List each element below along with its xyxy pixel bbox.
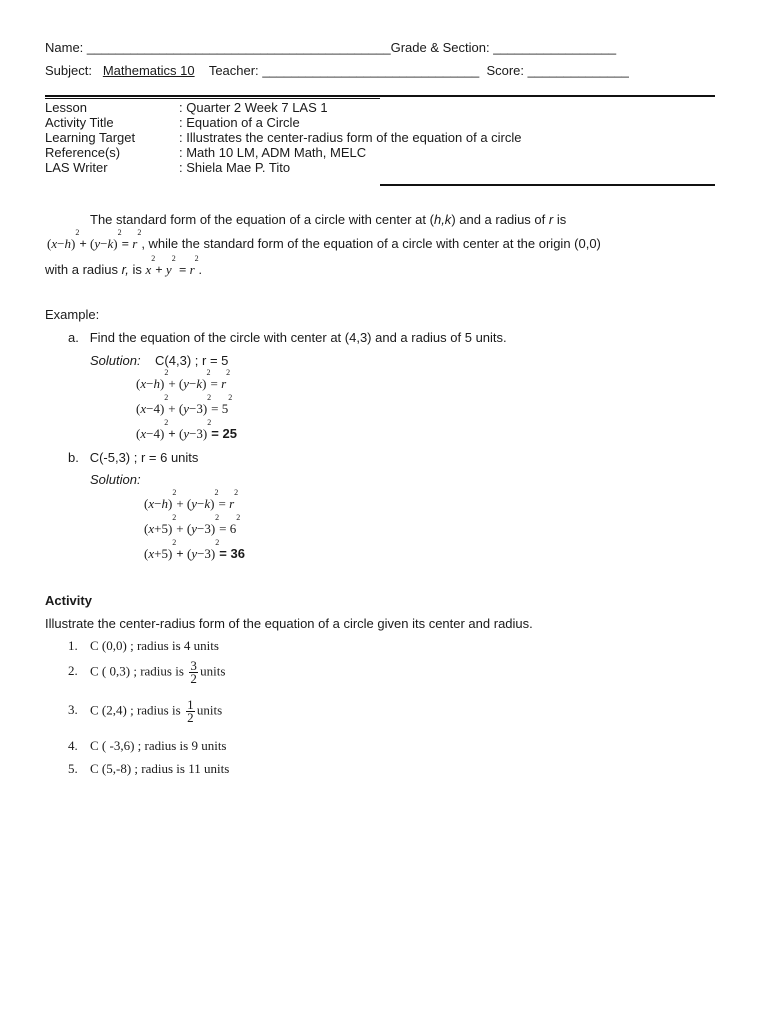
activity-item bbox=[68, 660, 225, 685]
name-blank: __________________________________________ bbox=[86, 40, 391, 55]
fraction-denominator: 2 bbox=[187, 710, 194, 725]
example-a-text: Find the equation of the circle with center at (4,3) and a radius of 5 units. bbox=[89, 330, 507, 345]
activity-item bbox=[68, 699, 222, 724]
info-label: Activity Title bbox=[45, 115, 114, 130]
item-text-after: units bbox=[196, 702, 223, 718]
info-label: Lesson bbox=[45, 100, 87, 115]
activity-heading: Activity bbox=[45, 593, 92, 608]
intro-text: ) and a radius of bbox=[451, 212, 549, 227]
item-number: 3. bbox=[68, 702, 78, 718]
example-b bbox=[68, 450, 198, 465]
fraction bbox=[186, 699, 195, 724]
solution-label: Solution: bbox=[90, 472, 141, 487]
example-heading: Example: bbox=[45, 307, 100, 322]
equation-line: $(x+5)^2+ (y-3)^2= 6^2$ bbox=[144, 513, 241, 536]
name-line bbox=[45, 40, 616, 55]
item-text: C ( 0,3) ; radius is bbox=[90, 663, 184, 679]
info-row bbox=[45, 130, 522, 145]
intro-r: r bbox=[548, 212, 554, 227]
item-text: C ( -3,6) ; radius is 9 units bbox=[90, 738, 227, 753]
teacher-label: Teacher: bbox=[208, 63, 259, 78]
score-label: Score: bbox=[486, 63, 525, 78]
info-row bbox=[45, 115, 522, 130]
list-marker: b. bbox=[68, 450, 79, 465]
item-text-after: units bbox=[200, 663, 226, 679]
activity-item bbox=[68, 761, 229, 777]
fraction-numerator: 3 bbox=[190, 658, 197, 673]
item-number: 5. bbox=[68, 761, 78, 776]
origin-formula: $x^2+ y^2 = r^2$. bbox=[145, 254, 202, 277]
solution-given: C(4,3) ; r = 5 bbox=[155, 353, 229, 368]
score-blank: ______________ bbox=[527, 63, 629, 78]
intro-text: is bbox=[553, 212, 567, 227]
info-value: : Equation of a Circle bbox=[179, 115, 300, 130]
example-b-result: 36 bbox=[230, 546, 245, 561]
item-number: 1. bbox=[68, 638, 78, 653]
intro-text: is bbox=[128, 262, 146, 277]
teacher-blank: ______________________________ bbox=[262, 63, 480, 78]
equation-line: $(x-h)^2+ (y-k)^2= r^2$ bbox=[144, 488, 239, 511]
info-value: : Quarter 2 Week 7 LAS 1 bbox=[179, 100, 328, 115]
subject-label: Subject: bbox=[45, 63, 92, 78]
example-b-text: C(-5,3) ; r = 6 units bbox=[89, 450, 199, 465]
example-b-solution bbox=[90, 472, 141, 487]
fraction-numerator: 1 bbox=[187, 697, 194, 712]
info-table bbox=[45, 100, 522, 175]
header-divider bbox=[45, 95, 715, 97]
intro-text: , while the standard form of the equation of a circle with center at the origin (0,0) bbox=[141, 236, 601, 251]
info-label: LAS Writer bbox=[45, 160, 108, 175]
item-text: C (0,0) ; radius is 4 units bbox=[90, 638, 219, 653]
item-text: C (2,4) ; radius is bbox=[90, 702, 181, 718]
center-radius-formula: $(x-h)^2+ (y-k)^2= r^2$ bbox=[47, 228, 142, 251]
subject-line bbox=[45, 63, 629, 78]
intro-text: The standard form of the equation of a circle with center at ( bbox=[90, 212, 434, 227]
subject-value: Mathematics 10 bbox=[102, 63, 195, 78]
intro-r: r, bbox=[121, 262, 129, 277]
intro-text: with a radius bbox=[45, 262, 122, 277]
info-value: : Illustrates the center-radius form of the equation of a circle bbox=[179, 130, 522, 145]
equation-line: $(x-4)^2+ (y-3)^2= 5^2$ bbox=[136, 393, 233, 416]
info-label: Learning Target bbox=[45, 130, 136, 145]
info-row bbox=[45, 100, 522, 115]
example-a-solution bbox=[90, 353, 228, 368]
list-marker: a. bbox=[68, 330, 79, 345]
item-text: C (5,-8) ; radius is 11 units bbox=[90, 761, 230, 776]
example-a bbox=[68, 330, 507, 345]
intro-hk: h,k bbox=[433, 212, 452, 227]
solution-label: Solution: bbox=[90, 353, 141, 368]
name-label: Name: bbox=[45, 40, 84, 55]
intro-line-3 bbox=[45, 254, 202, 278]
info-value: : Math 10 LM, ADM Math, MELC bbox=[179, 145, 367, 160]
activity-instruction: Illustrate the center-radius form of the equation of a circle given its center and radius. bbox=[45, 616, 533, 631]
info-row bbox=[45, 160, 522, 175]
equation-line: $(x+5)^2+ (y-3)^2= 36$ bbox=[144, 538, 245, 561]
example-a-result: 25 bbox=[222, 426, 237, 441]
intro-line-2 bbox=[47, 228, 601, 252]
item-number: 2. bbox=[68, 663, 78, 679]
fraction bbox=[189, 660, 198, 685]
activity-item bbox=[68, 738, 227, 754]
info-top-divider bbox=[45, 98, 380, 99]
info-value: : Shiela Mae P. Tito bbox=[179, 160, 291, 175]
item-number: 4. bbox=[68, 738, 78, 753]
equation-line: $(x-4)^2+ (y-3)^2= 25$ bbox=[136, 418, 237, 441]
grade-blank: _________________ bbox=[493, 40, 617, 55]
grade-label: Grade & Section: bbox=[390, 40, 490, 55]
info-label: Reference(s) bbox=[45, 145, 121, 160]
info-bottom-divider bbox=[380, 184, 715, 186]
equation-line: $(x-h)^2+ (y-k)^2= r^2$ bbox=[136, 368, 231, 391]
intro-line-1 bbox=[90, 212, 566, 227]
fraction-denominator: 2 bbox=[190, 671, 197, 686]
activity-item bbox=[68, 638, 219, 654]
info-row bbox=[45, 145, 522, 160]
